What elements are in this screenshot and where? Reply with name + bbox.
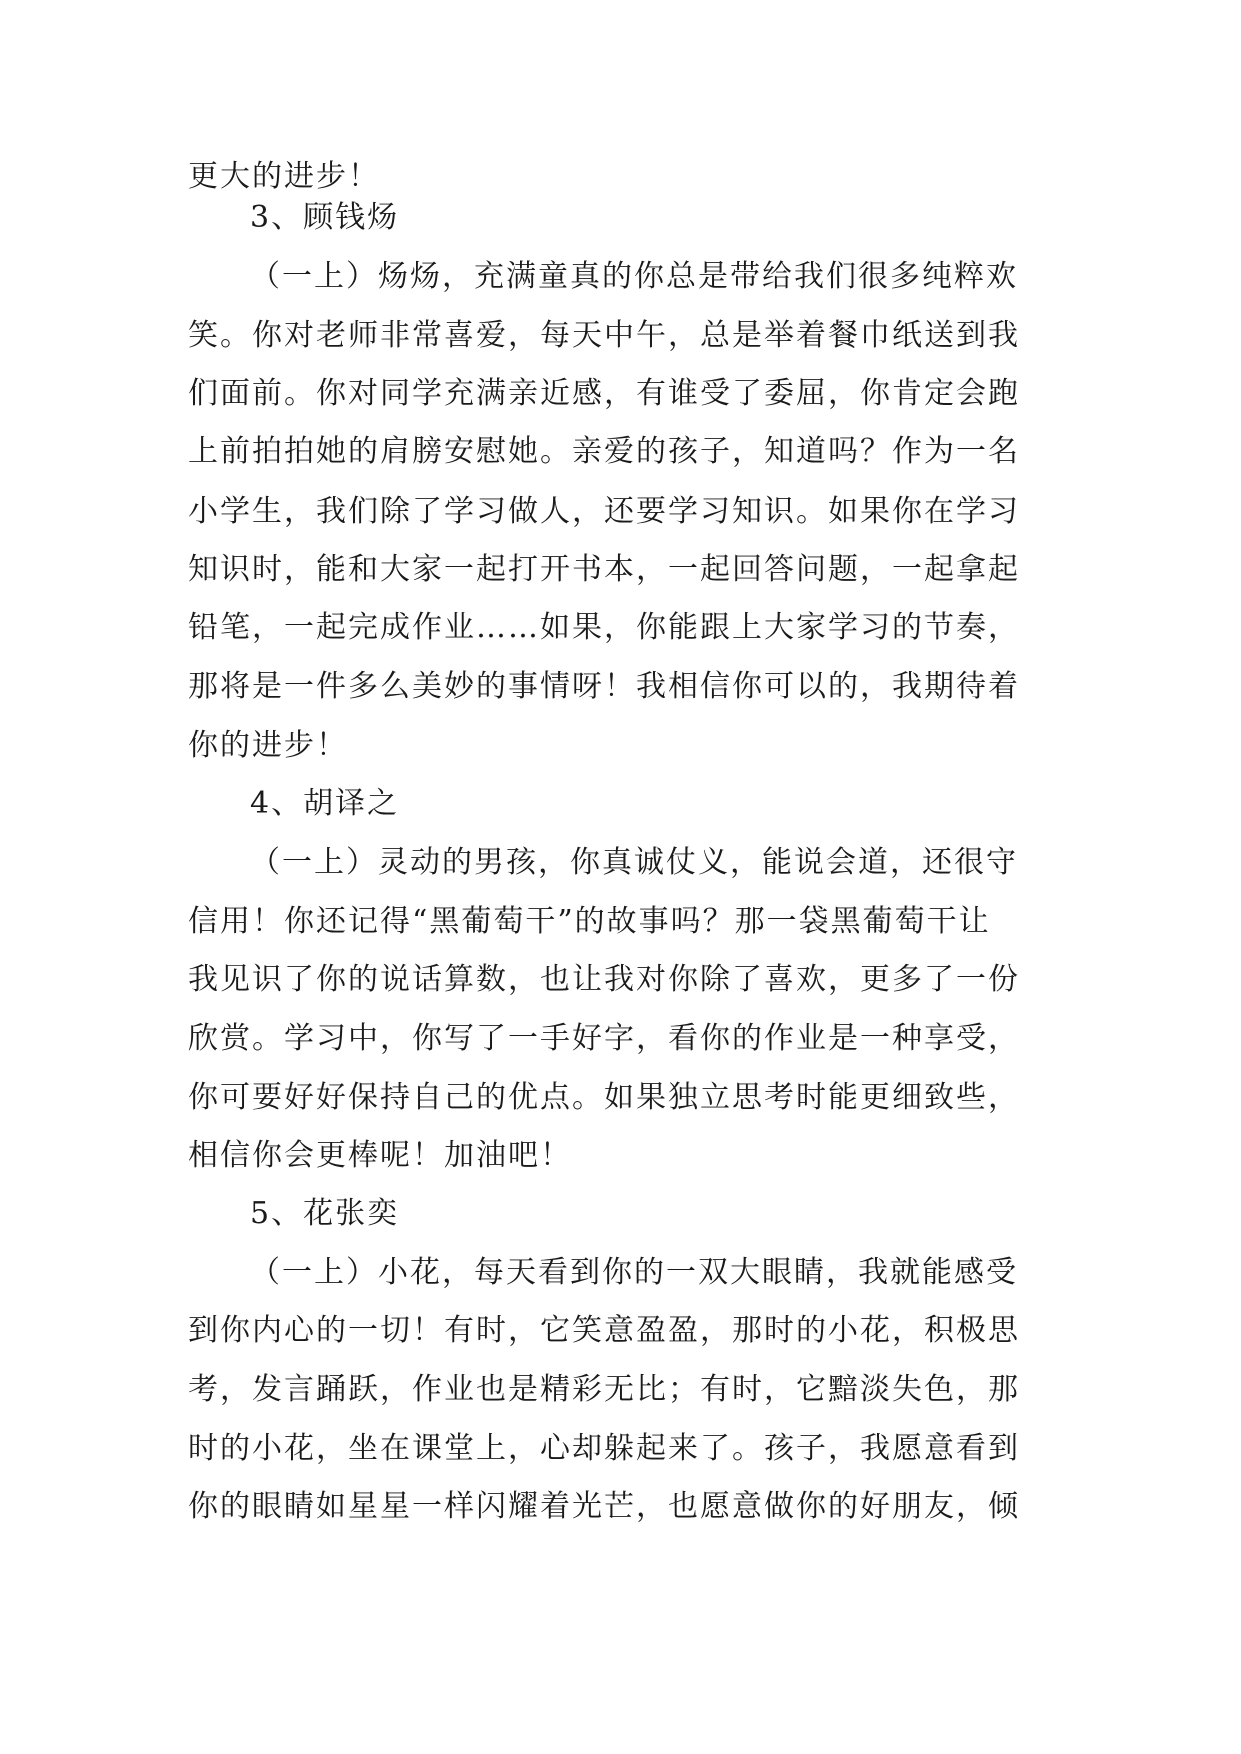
paragraph-line: 欣赏。学习中，你写了一手好字，看你的作业是一种享受， [188, 1021, 1020, 1056]
paragraph-line: 小学生，我们除了学习做人，还要学习知识。如果你在学习 [188, 494, 1020, 529]
paragraph-line: 知识时，能和大家一起打开书本，一起回答问题，一起拿起 [188, 552, 1020, 587]
paragraph-line: 你的眼睛如星星一样闪耀着光芒，也愿意做你的好朋友，倾 [188, 1489, 1020, 1524]
paragraph-line: 相信你会更棒呢！加油吧！ [188, 1138, 572, 1173]
paragraph-line: （一上）小花，每天看到你的一双大眼睛，我就能感受 [250, 1255, 1018, 1290]
section-heading: 4、胡译之 [250, 786, 400, 821]
paragraph-line: 到你内心的一切！有时，它笑意盈盈，那时的小花，积极思 [188, 1313, 1020, 1348]
paragraph-line: 笑。你对老师非常喜爱，每天中午，总是举着餐巾纸送到我 [188, 318, 1020, 353]
paragraph-line: （一上）灵动的男孩，你真诚仗义，能说会道，还很守 [250, 845, 1018, 880]
paragraph-line: 你可要好好保持自己的优点。如果独立思考时能更细致些， [188, 1080, 1020, 1115]
paragraph-line: 信用！你还记得“黑葡萄干”的故事吗？那一袋黑葡萄干让 [188, 904, 991, 939]
paragraph-line: 们面前。你对同学充满亲近感，有谁受了委屈，你肯定会跑 [188, 376, 1020, 411]
paragraph-line: 那将是一件多么美妙的事情呀！我相信你可以的，我期待着 [188, 669, 1020, 704]
paragraph-line: 我见识了你的说话算数，也让我对你除了喜欢，更多了一份 [188, 962, 1020, 997]
paragraph-line: 铅笔，一起完成作业……如果，你能跟上大家学习的节奏， [188, 610, 1020, 645]
section-heading: 3、顾钱炀 [250, 200, 400, 235]
paragraph-line: 上前拍拍她的肩膀安慰她。亲爱的孩子，知道吗？作为一名 [188, 434, 1020, 469]
paragraph-line: 时的小花，坐在课堂上，心却躲起来了。孩子，我愿意看到 [188, 1431, 1020, 1466]
paragraph-line: （一上）炀炀，充满童真的你总是带给我们很多纯粹欢 [250, 259, 1018, 294]
paragraph-line: 你的进步！ [188, 728, 348, 763]
paragraph-line: 更大的进步！ [188, 159, 380, 194]
paragraph-line: 考，发言踊跃，作业也是精彩无比；有时，它黯淡失色，那 [188, 1372, 1020, 1407]
section-heading: 5、花张奕 [250, 1196, 400, 1231]
